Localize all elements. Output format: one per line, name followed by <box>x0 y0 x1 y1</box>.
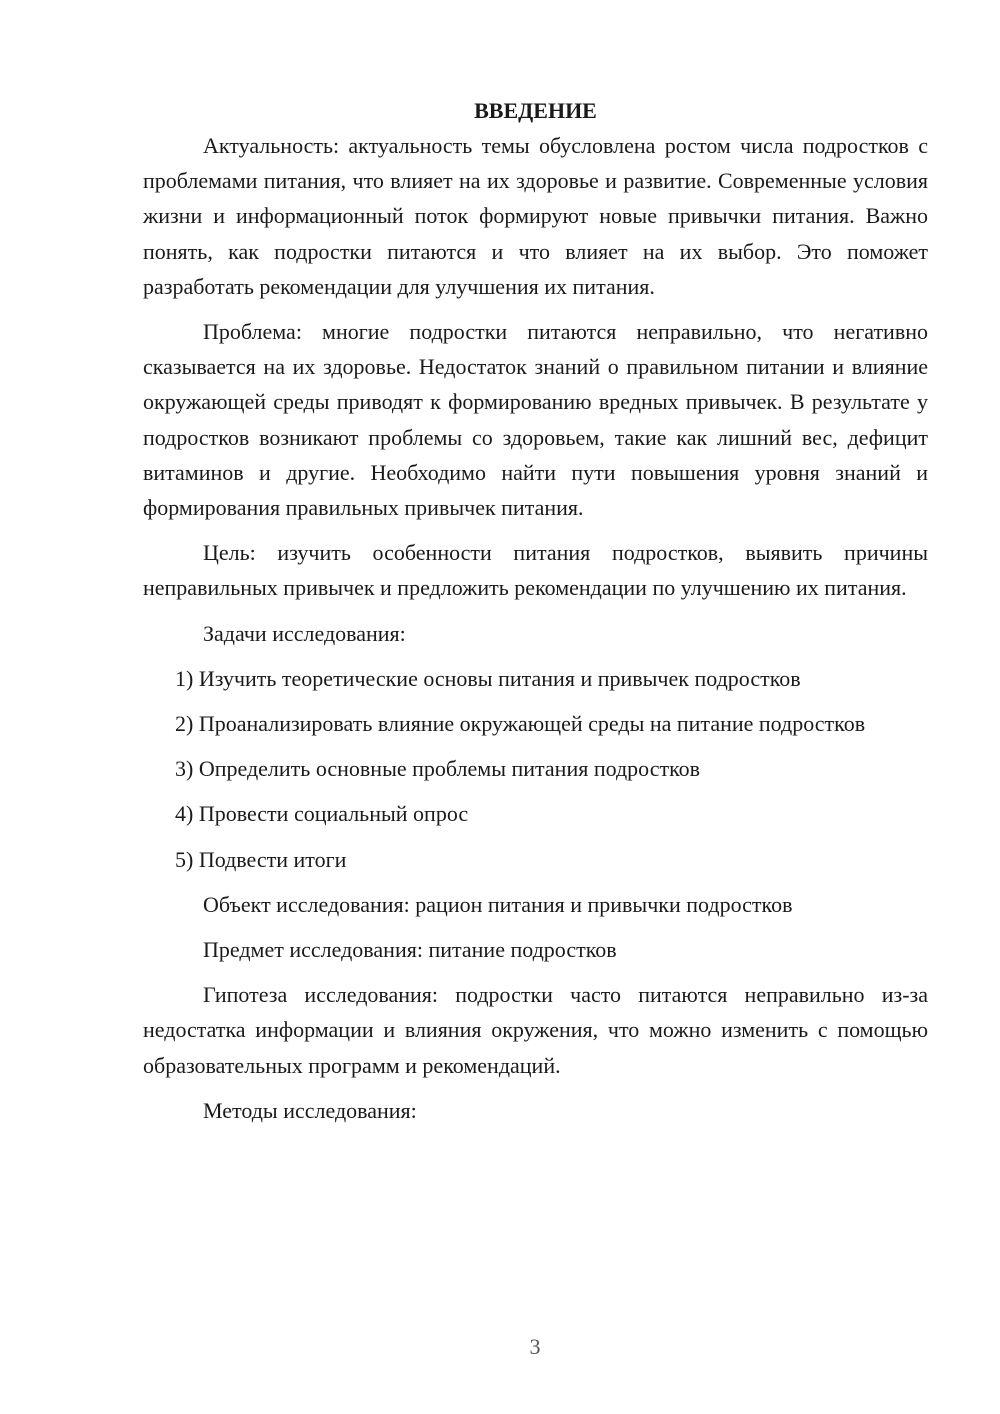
paragraph-methods: Методы исследования: <box>203 1097 417 1123</box>
task-item: 3) Определить основные проблемы питания подростков <box>175 756 701 782</box>
task-item: 2) Проанализировать влияние окружающей среды на питание подростков <box>175 711 866 737</box>
paragraph-relevance: Актуальность: актуальность темы обусловлена ростом числа подростков с проблемами питания, что влияет на их здоровье и развитие. Современные условия жизни и информационный поток формируют новые привычки питания. Важно понять, как подростки питаются и что влияет на их выбор. Это поможет разработать рекомендации для улучшения их питания. <box>143 133 928 299</box>
task-item: 1) Изучить теоретические основы питания и привычек подростков <box>175 665 801 691</box>
task-item: 5) Подвести итоги <box>175 846 347 872</box>
page-number: 3 <box>529 1334 541 1359</box>
paragraph-hypothesis: Гипотеза исследования: подростки часто питаются неправильно из-за недостатка информации и влияния окружения, что можно изменить с помощью образовательных программ и рекомендаций. <box>143 982 928 1078</box>
paragraph-subject: Предмет исследования: питание подростков <box>203 937 617 963</box>
page-title: ВВЕДЕНИЕ <box>474 98 597 123</box>
paragraph-problem: Проблема: многие подростки питаются неправильно, что негативно сказывается на их здоровье. Недостаток знаний о правильном питании и влияние окружающей среды приводят к формированию вредных привычек. В результате у подростков возникают проблемы со здоровьем, такие как лишний вес, дефицит витаминов и другие. Необходимо найти пути повышения уровня знаний и формирования правильных привычек питания. <box>143 319 928 521</box>
paragraph-tasks-heading: Задачи исследования: <box>203 620 406 646</box>
task-item: 4) Провести социальный опрос <box>175 801 469 827</box>
paragraph-goal: Цель: изучить особенности питания подростков, выявить причины неправильных привычек и предложить рекомендации по улучшению их питания. <box>143 540 928 601</box>
document-page <box>143 96 928 1128</box>
paragraph-object: Объект исследования: рацион питания и привычки подростков <box>203 891 793 917</box>
